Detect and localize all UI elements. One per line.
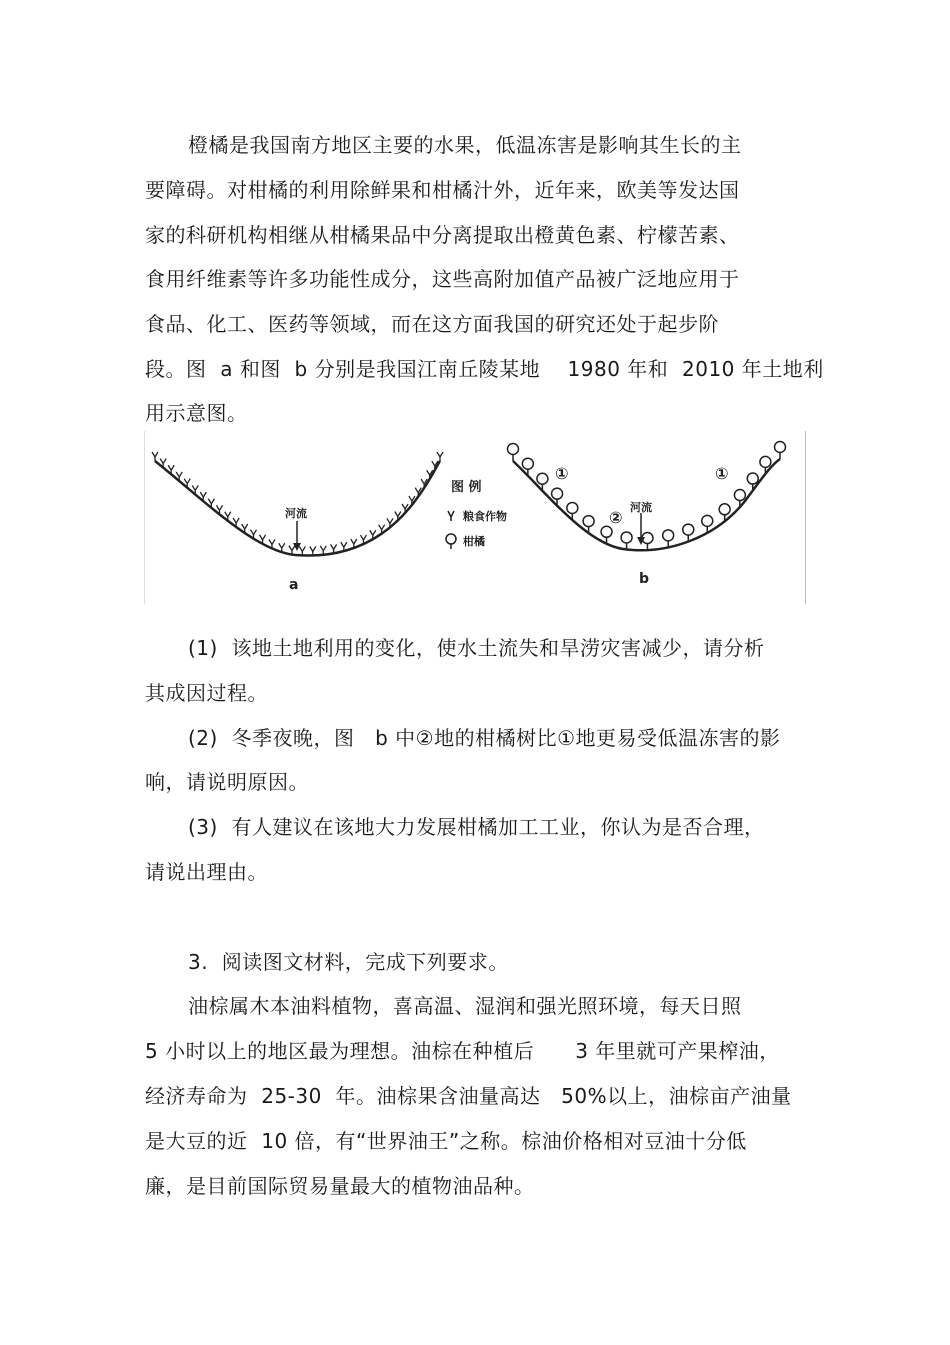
question-1-cont: 其成因过程。 (145, 681, 268, 705)
section-3-line: 是大豆的近 10 倍，有“世界油王”之称。棕油价格相对豆油十分低 (145, 1129, 747, 1153)
citrus-tree-icon (642, 533, 653, 551)
legend-title: 图 例 (451, 480, 482, 495)
citrus-tree-icon (508, 444, 519, 462)
intro-line: 用示意图。 (145, 401, 248, 425)
river-label-a: 河流 (285, 507, 307, 520)
legend-crop-label: 粮食作物 (463, 510, 507, 523)
question-2-cont: 响，请说明原因。 (145, 770, 309, 794)
grain-crop-icon (310, 546, 316, 555)
section-3-line: 经济寿命为 25-30 年。油棕果含油量高达 50%以上，油棕亩产油量 (145, 1084, 792, 1108)
land-use-figure (144, 431, 806, 604)
river-label-b: 河流 (630, 501, 652, 514)
section-3-line: 廉，是目前国际贸易量最大的植物油品种。 (145, 1174, 535, 1198)
legend-citrus-icon (446, 534, 456, 549)
legend-citrus-label: 柑橘 (463, 535, 485, 548)
grain-crop-icon (152, 452, 158, 461)
citrus-tree-icon (747, 473, 758, 491)
intro-line: 食用纤维素等许多功能性成分，这些高附加值产品被广泛地应用于 (145, 267, 740, 291)
question-3-cont: 请说出理由。 (145, 860, 268, 884)
intro-line: 食品、化工、医药等领域，而在这方面我国的研究还处于起步阶 (145, 312, 719, 336)
river-arrowhead-b (637, 537, 645, 545)
panel-label-b: b (639, 571, 650, 587)
grain-crop-icon (299, 546, 305, 555)
section-3-line: 5 小时以上的地区最为理想。油棕在种植后 3 年里就可产果榨油， (145, 1039, 780, 1063)
intro-line: 段。图 a 和图 b 分别是我国江南丘陵某地 1980 年和 2010 年土地利 (145, 357, 824, 381)
question-2: (2) 冬季夜晚，图 b 中②地的柑橘树比①地更易受低温冻害的影 (188, 726, 781, 750)
citrus-tree-icon (775, 442, 786, 460)
marker-1-left: ① (555, 464, 569, 483)
citrus-tree-icon (760, 456, 771, 474)
intro-line: 橙橘是我国南方地区主要的水果，低温冻害是影响其生长的主 (188, 133, 742, 157)
intro-line: 要障碍。对柑橘的利用除鲜果和柑橘汁外，近年来，欧美等发达国 (145, 178, 740, 202)
panel-label-a: a (289, 577, 299, 593)
grain-crop-icon (437, 452, 443, 461)
marker-1-right: ① (715, 464, 729, 483)
question-1: (1) 该地土地利用的变化，使水土流失和旱涝灾害减少，请分析 (188, 636, 765, 660)
intro-line: 家的科研机构相继从柑橘果品中分离提取出橙黄色素、柠檬苦素、 (145, 223, 740, 247)
citrus-tree-icon (621, 532, 632, 550)
marker-2: ② (609, 508, 623, 527)
citrus-tree-icon (663, 530, 674, 548)
section-3-line: 油棕属木本油料植物，喜高温、湿润和强光照环境，每天日照 (188, 994, 742, 1018)
citrus-tree-markers-b (508, 442, 786, 551)
section-3-heading: 3. 阅读图文材料，完成下列要求。 (188, 950, 509, 974)
question-3: (3) 有人建议在该地大力发展柑橘加工工业，你认为是否合理， (188, 815, 765, 839)
legend-crop-icon (448, 511, 454, 521)
